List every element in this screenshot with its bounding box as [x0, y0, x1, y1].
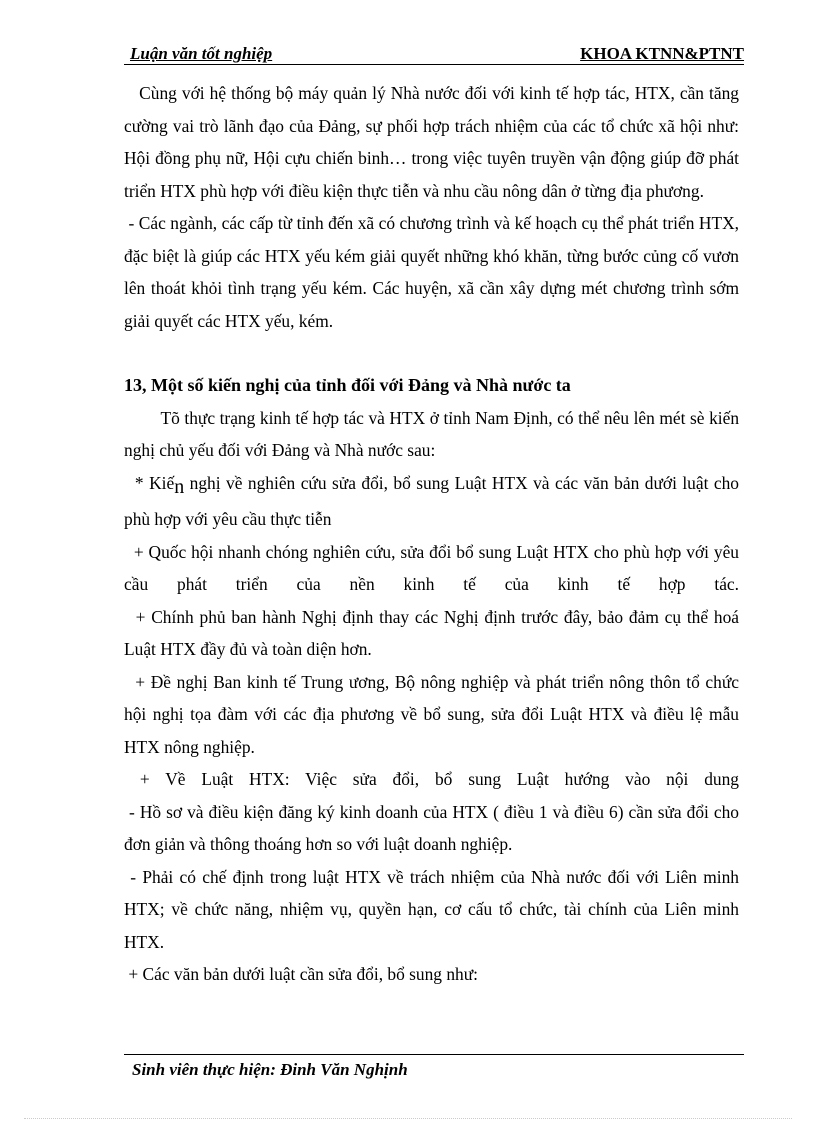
- paragraph-4-rest: nghị về nghiên cứu sửa đổi, bổ sung Luật HTX và các văn bản dưới luật cho phù hợp với yêu cầu thực tiễn: [124, 472, 744, 529]
- page-header: [124, 44, 744, 65]
- paragraph-9: - Hồ sơ và điều kiện đăng ký kinh doanh của HTX ( điều 1 và điều 6) cần sửa đổi cho đơn giản và thông thoáng hơn so với luật doanh nghiệp.: [124, 801, 744, 854]
- paragraph-10: - Phải có chế định trong luật HTX về trách nhiệm của Nhà nước đối với Liên minh HTX; về chức năng, nhiệm vụ, quyền hạn, cơ cấu tổ chức, tài chính của Liên minh HTX.: [124, 866, 744, 952]
- paragraph-6: + Chính phủ ban hành Nghị định thay các Nghị định trước đây, bảo đảm cụ thể hoá Luật HTX đầy đủ và toàn diện hơn.: [124, 606, 744, 659]
- paragraph-5: + Quốc hội nhanh chóng nghiên cứu, sửa đổi bổ sung Luật HTX cho phù hợp với yêu cầu phát triển của nền kinh tế của kinh tế hợp tác.: [124, 541, 744, 594]
- paragraph-7: + Đề nghị Ban kinh tế Trung ương, Bộ nông nghiệp và phát triển nông thôn tổ chức hội nghị tọa đàm với các địa phương về bổ sung, sửa đổi Luật HTX và điều lệ mẫu HTX nông nghiệp.: [124, 671, 744, 757]
- page-footer: [124, 1054, 744, 1079]
- document-body: [124, 77, 744, 991]
- page-bottom-border: [24, 1118, 792, 1119]
- paragraph-1: Cùng với hệ thống bộ máy quản lý Nhà nước đối với kinh tế hợp tác, HTX, cần tăng cường vai trò lãnh đạo của Đảng, sự phối hợp trách nhiệm của các tổ chức xã hội như: Hội đồng phụ nữ, Hội cựu chiến binh… trong việc tuyên truyền vận động giúp đỡ phát triển HTX phù hợp với điều kiện thực tiễn và nhu cầu nông dân ở từng địa phương.: [124, 83, 744, 201]
- paragraph-4-start: * Kiế: [124, 472, 175, 493]
- paragraph-4-subscript: n: [174, 475, 185, 498]
- header-thesis-title: Luận văn tốt nghiệp: [130, 44, 273, 63]
- paragraph-11: + Các văn bản dưới luật cần sửa đổi, bổ sung như:: [124, 964, 478, 984]
- paragraph-4: [124, 467, 744, 536]
- paragraph-2: - Các ngành, các cấp từ tỉnh đến xã có chương trình và kế hoạch cụ thể phát triển HTX, đặc biệt là giúp các HTX yếu kém giải quyết những khó khăn, từng bước củng cố vươn lên thoát khỏi tình trạng yếu kém. Các huyện, xã cần xây dựng mét chương trình sớm giải quyết các HTX yếu, kém.: [124, 213, 744, 331]
- section-gap: [124, 337, 739, 369]
- header-faculty: KHOA KTNN&PTNT: [580, 44, 744, 63]
- footer-author: Sinh viên thực hiện: Đinh Văn Nghịnh: [132, 1060, 408, 1079]
- paragraph-3: Tõ thực trạng kinh tế hợp tác và HTX ở tỉnh Nam Định, có thể nêu lên mét sè kiến nghị chủ yếu đối với Đảng và Nhà nước sau:: [124, 407, 744, 460]
- section-heading: 13, Một số kiến nghị của tỉnh đối với Đảng và Nhà nước ta: [124, 375, 571, 395]
- paragraph-8: + Về Luật HTX: Việc sửa đổi, bổ sung Luật hướng vào nội dung: [124, 769, 739, 789]
